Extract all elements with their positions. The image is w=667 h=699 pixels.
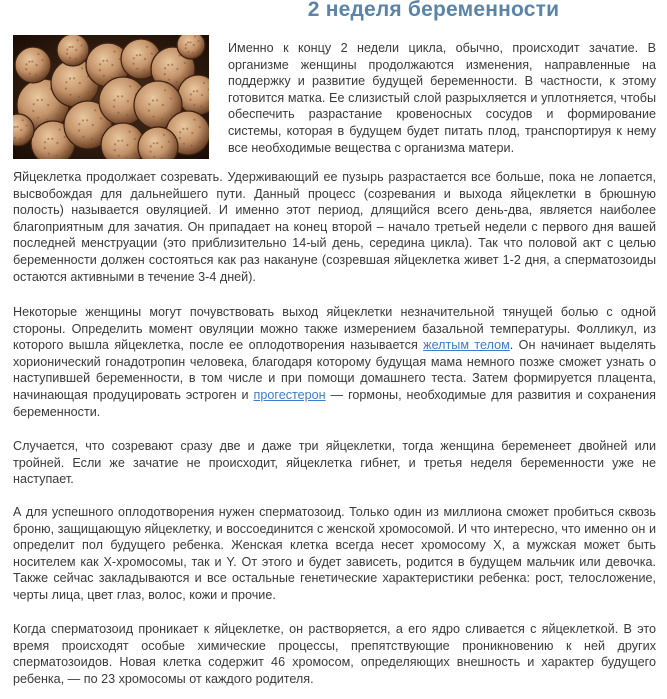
paragraph-twins: Случается, что созревают сразу две и даже три яйцеклетки, тогда женщина беременеет двойней или тройней. Если же зачатие не происходит, яйцеклетка гибнет, и третья неделя беременности уже не наступает.: [13, 439, 656, 487]
page-title: 2 неделя беременности: [307, 0, 560, 21]
paragraph-fertilization: А для успешного оплодотворения нужен сперматозоид. Только один из миллиона сможет пробиться сквозь броню, защищающую яйцеклетку, и воссоединится с женской хромосомой. И что интересно, что именно он и определит пол будущего ребенка. Женская клетка всегда несет хромосому Х, а мужская может быть носителем как Х-хромосомы, так и Y. От этого и будет зависеть, родится в будущем мальчик или девочка. Также сейчас закладываются и все остальные генетические характеристики ребенка: рост, телосложение, черты лица, цвет глаз, волос, кожи и прочие.: [13, 505, 656, 602]
link-progesterone[interactable]: прогестерон: [253, 387, 326, 402]
paragraph-intro: Именно к концу 2 недели цикла, обычно, происходит зачатие. В организме женщины продолжаются изменения, направленные на поддержку и развитие будущей беременности. В частности, к этому готовится матка. Ее слизистый слой разрыхляется и уплотняется, чтобы обеспечить разрастание кровеносных сосудов и формирование системы, которая в будущем будет питать плод, транспортируя к нему все необходимые вещества с организма матери.: [228, 41, 656, 155]
paragraph-text: . Он начинает выделять хорионический гонадотропин человека, благодаря которому будущая мама немного позже сможет узнать о наступившей беременности, в том числе и при помощи домашнего теста. Затем формируется плацента, начинающая продуцировать эстроген и: [13, 338, 656, 402]
paragraph-corpus-luteum: [13, 304, 656, 420]
link-corpus-luteum[interactable]: желтым телом: [423, 338, 510, 353]
paragraph-text: Некоторые женщины могут почувствовать выход яйцеклетки незначительной тянущей болью с одной стороны. Определить момент овуляции можно также измерением базальной температуры. Фолликул, из которого вышла яйцеклетка, после ее оплодотворения называется: [13, 305, 656, 353]
paragraph-chromosomes: Когда сперматозоид проникает к яйцеклетке, он растворяется, а его ядро сливается с яйцеклеткой. В это время происходят особые химические процессы, препятствующие проникновению к ней других сперматозоидов. Новая клетка содержит 46 хромосом, определяющих внешность и характер будущего ребенка, — по 23 хромосомы от каждого родителя.: [13, 622, 656, 686]
egg-cell-photo: [13, 35, 209, 159]
paragraph-ovulation: Яйцеклетка продолжает созревать. Удерживающий ее пузырь разрастается все больше, пока не лопается, высвобождая для дальнейшего пути. Данный процесс (созревания и выхода яйцеклетки в брюшную полость) называется овуляцией. И именно этот период, длящийся всего день-два, является наиболее благоприятным для зачатия. Он припадает на конец второй – начало третьей недели с первого дня вашей последней менструации (это приблизительно 14-ый день, середина цикла). Так что половой акт с целью беременности должен состояться как раз накануне (созревшая яйцеклетка живет 1-2 дня, а сперматозоиды остаются активными в течение 3-4 дней).: [13, 170, 656, 284]
paragraph-text: — гормоны, необходимые для развития и сохранения беременности.: [13, 387, 656, 419]
